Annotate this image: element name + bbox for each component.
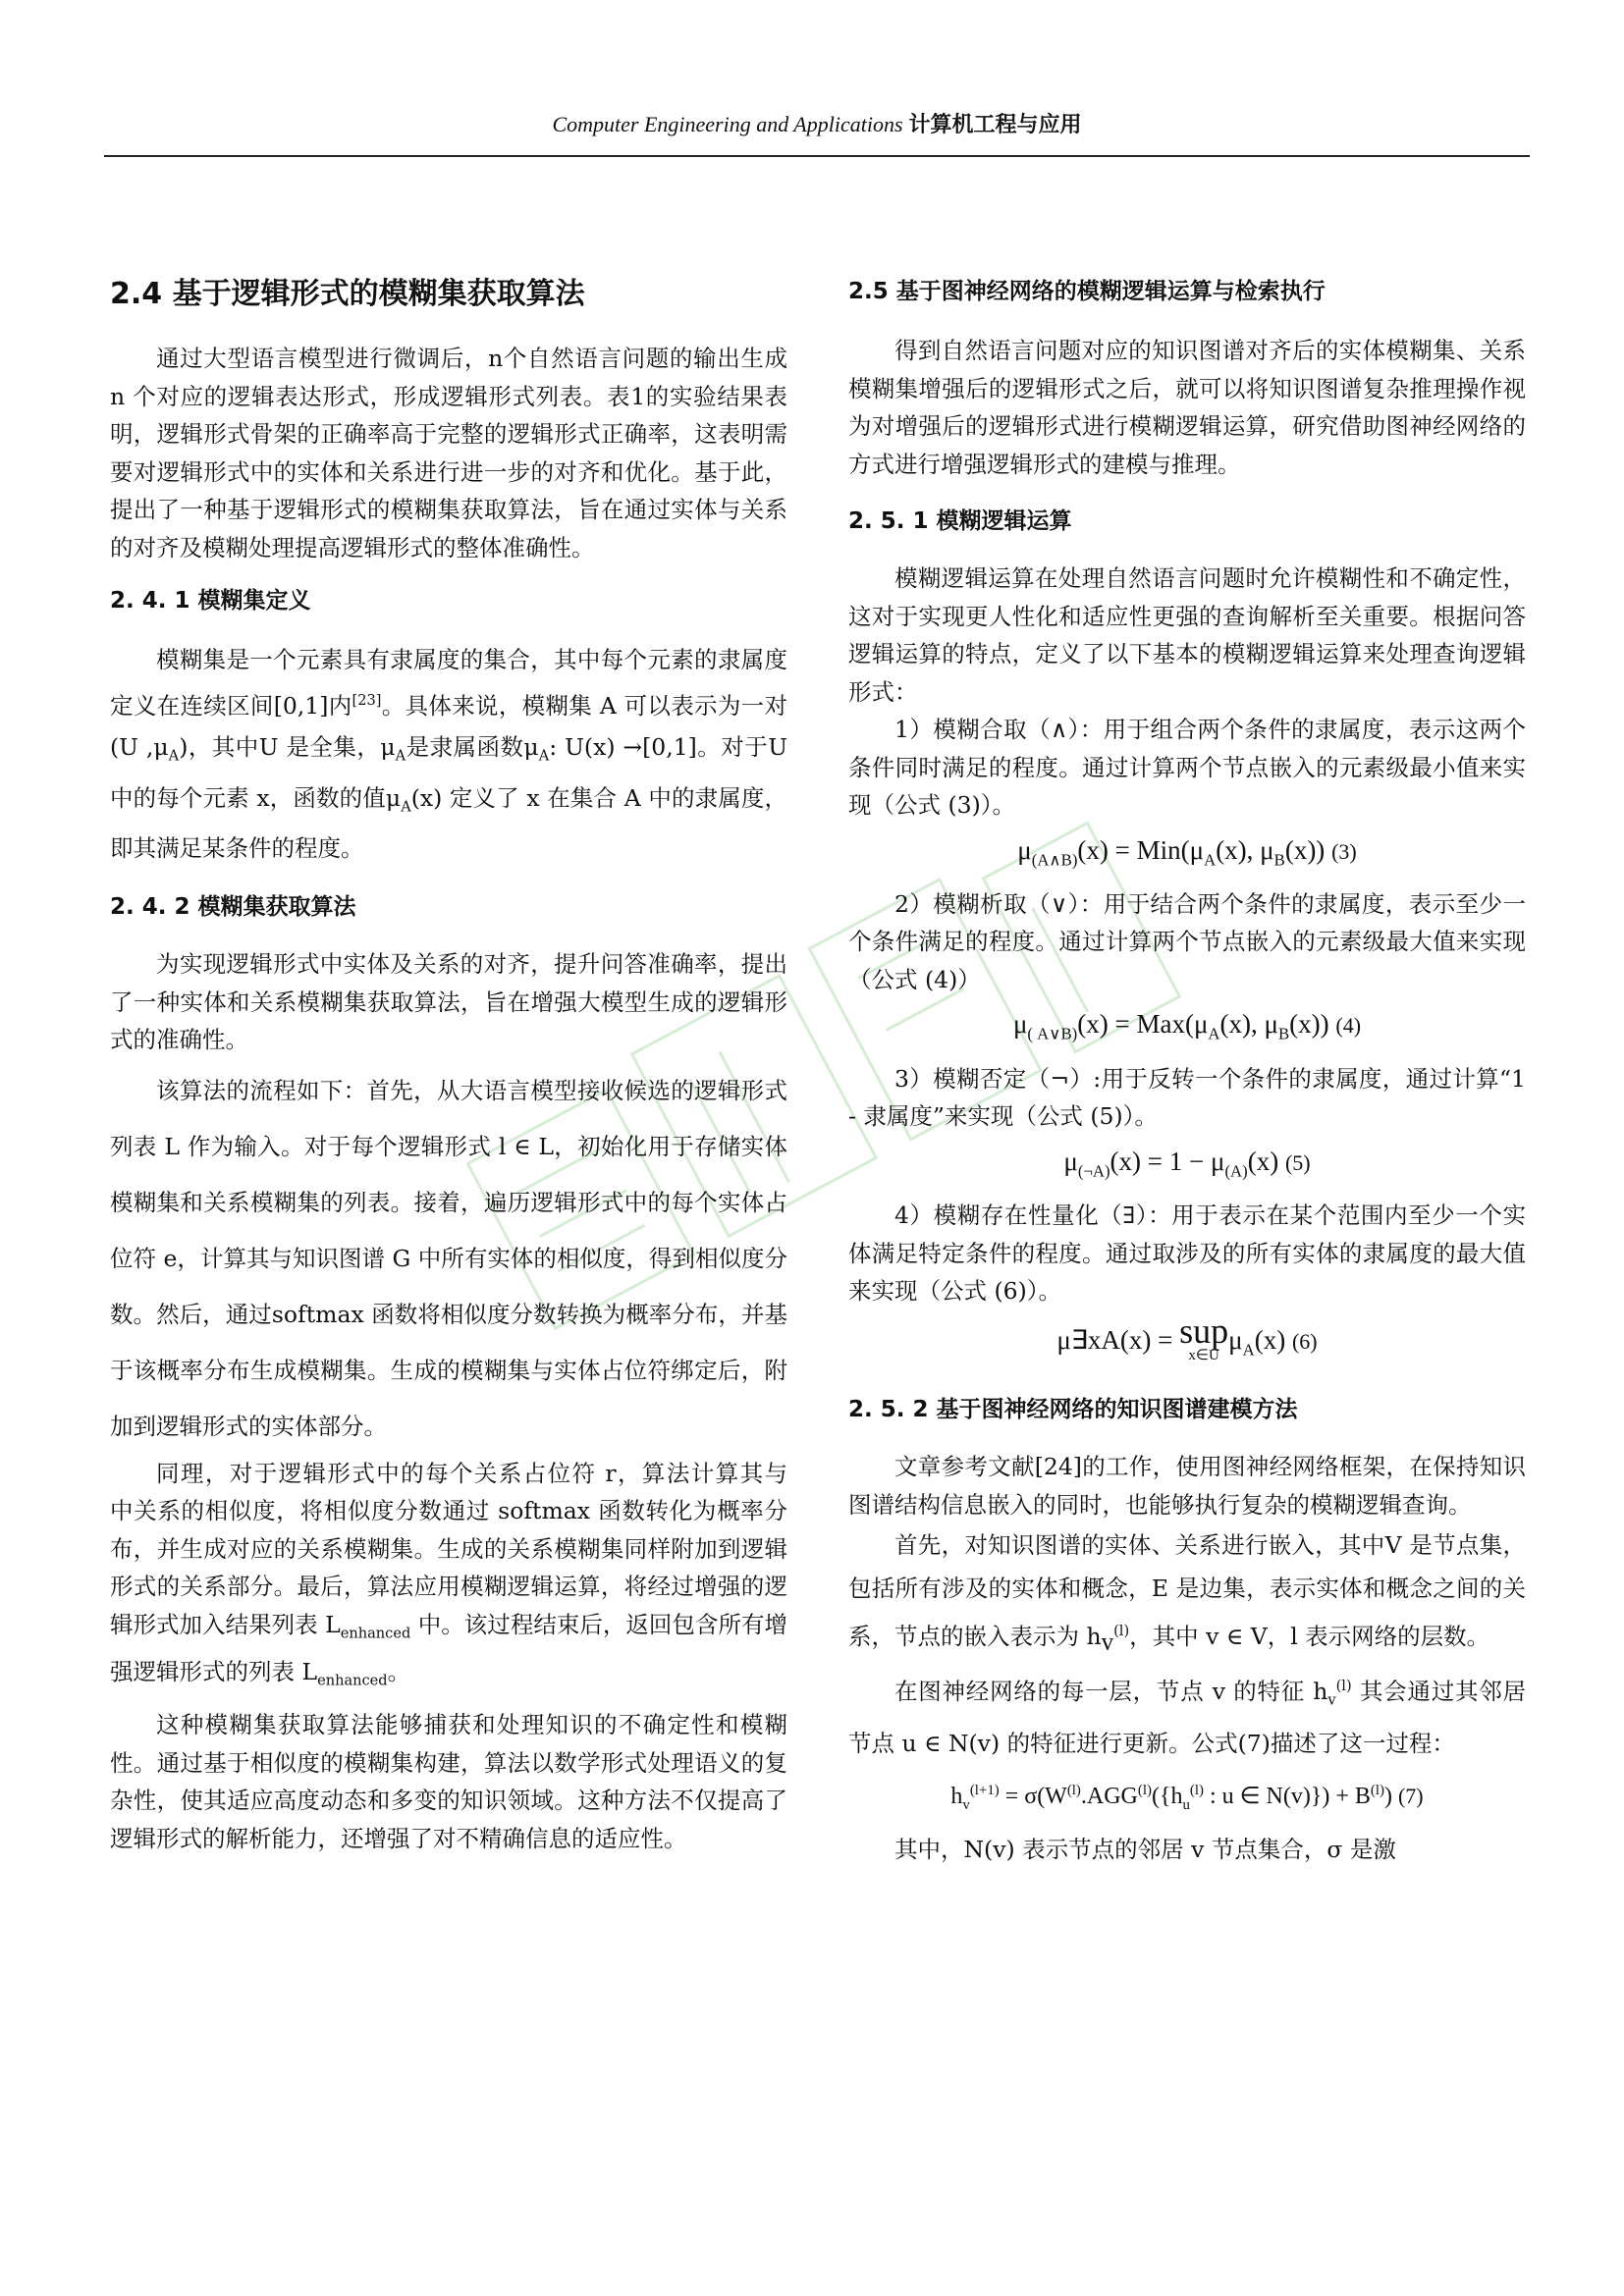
fuzzy-set-definition-paragraph: 模糊集是一个元素具有隶属度的集合，其中每个元素的隶属度定义在连续区间[0,1]内[23]。具体来说，模糊集 A 可以表示为一对 (U $,\mu_A$)，其中U 是全集，$\mu_A$是隶属函数$\mu_A$: U(x) →[0,1]。对于U 中的每个元素 x，函数的值$\mu_A(x)$ 定义了 x 在集合 A 中的隶属度，即其满足某条件的程度。 [110, 646, 788, 863]
fuzzy-negation-item: 3）模糊否定（¬）:用于反转一个条件的隶属度，通过计算“1 - 隶属度”来实现（公式 (5)）。 [848, 1064, 1526, 1131]
header-rule [104, 155, 1530, 157]
fuzzy-existential-item: 4）模糊存在性量化（∃）：用于表示在某个范围内至少一个实体满足特定条件的程度。通过取涉及的所有实体的隶属度的最大值来实现（公式 (6)）。 [848, 1201, 1526, 1306]
journal-name-en: Computer Engineering and Applications [552, 112, 903, 136]
section-2-4-title: 2.4 基于逻辑形式的模糊集获取算法 [110, 277, 585, 311]
formula-4: $\mu_{( A\vee B)}(x) = Max(\mu_A(x)$, $\mu_B(x)$) (4) [1012, 1009, 1362, 1043]
section-2-5-title: 2.5 基于图神经网络的模糊逻辑运算与检索执行 [848, 279, 1326, 304]
fuzzy-disjunction-item: 2）模糊析取（∨）：用于结合两个条件的隶属度，表示至少一个条件满足的程度。通过计算两个节点嵌入的元素级最大值来实现（公式 (4)） [848, 889, 1526, 993]
left-column [110, 265, 811, 1857]
running-header [104, 110, 1530, 140]
section-2-4-2-title: 2. 4. 2 模糊集获取算法 [110, 894, 356, 921]
gnn-layer-paragraph: 在图神经网络的每一层，节点 v 的特征 $h_v^{(l)}$ 其会通过其邻居节点 u ∈ N(v) 的特征进行更新。公式(7)描述了这一过程： [848, 1677, 1526, 1758]
relation-fuzzy-set-paragraph: 同理，对于逻辑形式中的每个关系占位符 r，算法计算其与 中关系的相似度，将相似度分数通过 softmax 函数转化为概率分布，并生成对应的关系模糊集。生成的关系模糊集同样附加到逻辑形式的关系部分。最后，算法应用模糊逻辑运算，将经过增强的逻辑形式加入结果列表 $L_{enhanced}$ 中。该过程结束后，返回包含所有增强逻辑形式的列表 $L_{enhanced}$。 [110, 1459, 811, 1689]
right-column [848, 265, 1526, 1868]
paragraph: 通过大型语言模型进行微调后，n个自然语言问题的输出生成 n 个对应的逻辑表达形式，形成逻辑形式列表。表1的实验结果表明，逻辑形式骨架的正确率高于完整的逻辑形式正确率，这表明需要对逻辑形式中的实体和关系进行进一步的对齐和优化。基于此，提出了一种基于逻辑形式的模糊集获取算法，旨在通过实体与关系的对齐及模糊处理提高逻辑形式的整体准确性。 [110, 345, 787, 561]
formula-6: μ∃xA(x) = sup x∈U $\mu_A(x)$ (6) [1056, 1310, 1318, 1363]
paragraph: 其中，N(v) 表示节点的邻居 v 节点集合，σ 是激 [894, 1835, 1396, 1863]
paragraph: 文章参考文献[24]的工作，使用图神经网络框架，在保持知识图谱结构信息嵌入的同时，也能够执行复杂的模糊逻辑查询。 [848, 1453, 1526, 1519]
graph-embedding-paragraph: 首先，对知识图谱的实体、关系进行嵌入，其中V 是节点集，包括所有涉及的实体和概念，E 是边集，表示实体和概念之间的关系，节点的嵌入表示为 $h_v^{(l)}$，其中 v ∈ V，l 表示网络的层数。 [848, 1531, 1526, 1656]
section-2-4-1-title: 2. 4. 1 模糊集定义 [110, 588, 311, 614]
formula-3: $\mu_{(A\wedge B)}(x) = Min(\mu_A(x)$, $\mu_B(x)$) (3) [1017, 834, 1357, 869]
section-2-5-1-title: 2. 5. 1 模糊逻辑运算 [848, 508, 1072, 534]
paragraph: 得到自然语言问题对应的知识图谱对齐后的实体模糊集、关系模糊集增强后的逻辑形式之后，就可以将知识图谱复杂推理操作视为对增强后的逻辑形式进行模糊逻辑运算，研究借助图神经网络的方式进行增强逻辑形式的建模与推理。 [848, 337, 1526, 478]
paragraph: 为实现逻辑形式中实体及关系的对齐，提升问答准确率，提出了一种实体和关系模糊集获取算法，旨在增强大模型生成的逻辑形式的准确性。 [110, 950, 787, 1054]
paragraph: 模糊逻辑运算在处理自然语言问题时允许模糊性和不确定性，这对于实现更人性化和适应性更强的查询解析至关重要。根据问答逻辑运算的特点，定义了以下基本的模糊逻辑运算来处理查询逻辑形式： [848, 564, 1526, 706]
formula-5: $\mu_{(\neg A)}(x) = 1 - \mu_{(A)}(x)$ (5) [1063, 1146, 1311, 1181]
section-2-5-2-title: 2. 5. 2 基于图神经网络的知识图谱建模方法 [848, 1397, 1298, 1423]
fuzzy-conjunction-item: 1）模糊合取（∧）：用于组合两个条件的隶属度，表示这两个条件同时满足的程度。通过计算两个节点嵌入的元素级最小值来实现（公式 (3)）。 [848, 716, 1526, 819]
formula-7: $h_v^{(l+1)} = \sigma(W^{(l)}.AGG^{(l)}(\{h_u^{(l)}$ : u ∈ $N(v)\}) + B^{(l)}$) (7) [950, 1783, 1424, 1813]
algorithm-flow-paragraph: 该算法的流程如下：首先，从大语言模型接收候选的逻辑形式列表 L 作为输入。对于每个逻辑形式 l ∈ L，初始化用于存储实体模糊集和关系模糊集的列表。接着，遍历逻辑形式中的每个实体占位符 e，计算其与知识图谱 G 中所有实体的相似度，得到相似度分数。然后，通过softmax 函数将相似度分数转换为概率分布，并基于该概率分布生成模糊集。生成的模糊集与实体占位符绑定后，附加到逻辑形式的实体部分。 [110, 1076, 787, 1440]
paragraph: 这种模糊集获取算法能够捕获和处理知识的不确定性和模糊性。通过基于相似度的模糊集构建，算法以数学形式处理语义的复杂性，使其适应高度动态和多变的知识领域。这种方法不仅提高了逻辑形式的解析能力，还增强了对不精确信息的适应性。 [110, 1711, 787, 1852]
journal-name-cn: 计算机工程与应用 [908, 113, 1082, 137]
